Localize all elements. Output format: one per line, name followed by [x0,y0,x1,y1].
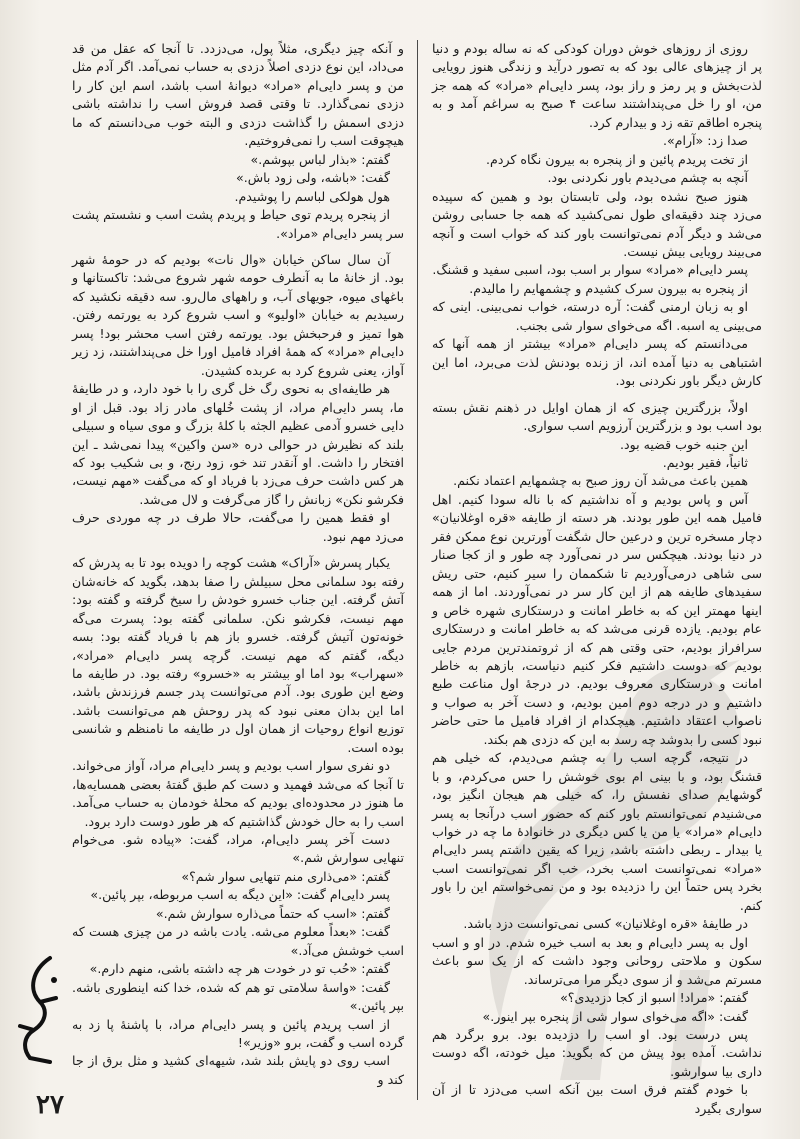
paragraph: گفتم: «مراد! اسبو از کجا دزدیدی؟» [560,990,748,1006]
kerman-logo [10,950,68,1070]
paragraph: در نتیجه، گرچه اسب را به چشم می‌دیدم، که خیلی هم قشنگ بود، و با بینی ام بوی خوشش را حس می‌کردم، و با گوشهایم صدای نفسش را، که خیلی هم هیجان انگیز بود، می‌شنیدم نمی‌توانستم باور کنم که حضور اسب درآنجا به پسر دایی‌ام «مراد» یا من یا کس دیگری در خانوادهٔ ما چه در خواب یا بیدار ـ ربطی داشته باشد، زیرا که یقین داشتم پسر دایی‌ام «مراد» نمی‌توانست اسب بخرد، خب اگر نمی‌توانست اسب بخرد پس حتماً این را دزدیده بود و من نمی‌خواستم این را باور کنم. [432,750,762,913]
paragraph: اسب روی دو پایش بلند شد، شیهه‌ای کشید و مثل برق از جا کند و [72,1053,404,1087]
paragraph: دست آخر پسر دایی‌ام، مراد، گفت: «پیاده شو. می‌خوام تنهایی سوارش شم.» [72,832,404,866]
paragraph: از تخت پریدم پائین و از پنجره به بیرون نگاه کردم. [486,151,748,167]
text-column-left [72,40,404,1089]
paragraph: صدا زد: «آرام». [662,133,748,149]
paragraph: از پنجره به بیرون سرک کشیدم و چشمهایم را مالیدم. [469,280,748,296]
paragraph: او به زبان ارمنی گفت: آره درسته، خواب نمی‌بینی. اینی که می‌بینی یه اسبه. اگه می‌خوای سوار شی بجنب. [432,299,762,333]
paragraph: گفتم: «حُب تو در خودت هر چه داشته باشی، منهم دارم.» [89,961,390,977]
text-column-right [432,40,762,1118]
paragraph: و آنکه چیز دیگری، مثلاً پول، می‌دزدد. تا آنجا که عقل من قد می‌داد، این نوع دزدی اصلاً دزدی به حساب نمی‌آمد. اگر آدم مثل من و پسر دایی‌ام «مراد» دیوانهٔ اسب باشد، اسم این کار را دزدی نمی‌گذارد. تا وقتی قصد فروش اسب را نداشته باشی دزدی اسمش را گذاشت دزدی و البته خوب می‌دانستم که ما هیچوقت اسب را نمی‌فروختیم. [72,41,404,149]
paragraph: گفت: «باشه، ولی زود باش.» [235,170,390,186]
paragraph: هنوز صبح نشده بود، ولی تابستان بود و همین که سپیده می‌زد چند دقیقه‌ای طول نمی‌کشید که همه جا حسابی روشن می‌شد و دیگر آدم نمی‌توانست باور کند که خواب است و آنچه می‌بیند رویایی بیش نیست. [432,188,762,259]
paragraph: گفتم: «می‌ذاری منم تنهایی سوار شم؟» [181,868,390,884]
paragraph: از اسب پریدم پائین و پسر دایی‌ام مراد، با پاشنهٔ پا زد به گرده اسب و گفت، برو «وزیر»! [72,1016,404,1051]
paragraph: گفتم: «اسب که حتماً می‌ذاره سوارش شم.» [155,905,390,921]
column-divider [417,40,418,1100]
paragraph: اولاً، بزرگترین چیزی که از همان اوایل در ذهنم نقش بسته بود اسب بود و بزرگترین آرزویم اسب سواری. [432,399,762,434]
paragraph: هر طایفه‌ای به نحوی رگ خل گری را با خود دارد، و در طایفهٔ ما، پسر دایی‌ام مراد، از پشت خُلهای مادر زاد بود. قبل از او دایی خسرو آدمی عظیم الجثه با کلهٔ بزرگ و موی سیاه و سبیلی بلند که نظیرش در حوالی دره «سن واکین» پیدا نمی‌شد ـ این افتخار را داشت. او آنقدر تند خو، زود رنج، و بی شکیب بود که هر کس داشت حرف می‌زد با فریاد او که می‌گفت «مهم نیست، فکرشو نکن» زبانش را گاز می‌گرفت و لال می‌شد. [72,381,404,507]
paragraph: همین باعث می‌شد آن روز صبح به چشمهایم اعتماد نکنم. [453,473,748,489]
paragraph: گفت: «اگه می‌خوای سوار شی از پنجره بپر اینور.» [482,1008,748,1024]
paragraph: ثانیاً، فقیر بودیم. [662,454,748,470]
paragraph: آس و پاس بودیم و آه نداشتیم که با ناله سودا کنیم. اهل فامیل همه این طور بودند. هر دسته از طایفه «قره اوغلانیان» دچار مسخره ترین و درعین حال شگفت آورترین نوع ممکن فقر در دنیا بودند. هیچکس سر در نمی‌آورد چه طور و از کجا صنار سی شاهی درمی‌آوردیم تا شکممان را سیر کنیم، حتی ریش سفیدهای طایفه هم از این کار سر در نمی‌آوردند. اما از همه اینها مهمتر این که به خاطر امانت و درستکاری شهره خاص و عام بودیم. یازده قرنی می‌شد که به خاطر امانت و درستکاری سرافراز بودیم، حتی وقتی هم که از ثروتمندترین مردم جایی بودیم که دوست داشتیم فکر کنیم دنیاست، بازهم به خاطر امانت و درستکاری معروف بودیم. در درجهٔ اول مناعت طبع داشتیم و در درجه دوم امین بودیم، و دست آخر به صواب و ناصواب اعتقاد داشتیم. هیچکدام از افراد فامیل ما حتی حاضر نبود کسی را بدوشد چه رسد به این که دزدی هم بکند. [432,491,762,747]
page-number: ۲۷ [36,1090,64,1120]
paragraph: آن سال ساکن خیابان «وال نات» بودیم که در حومهٔ شهر بود. از خانهٔ ما به آنطرف حومه شهر شروع می‌شد: تاکستانها و باغهای میوه، جویهای آب، و راههای مال‌رو. سه دقیقه نکشید که رسیدیم به خیابان «اولیو» و اسب شروع کرد به یورتمه رفتن. هوا تمیز و فرحبخش بود. یورتمه رفتن اسب محشر بود! پسر دایی‌ام «مراد» که همهٔ افراد فامیل اورا خل می‌پنداشتند، زد زیر آواز، یعنی شروع کرد به عربده کشیدن. [72,251,404,378]
paragraph: هول هولکی لباسم را پوشیدم. [234,188,390,204]
paragraph: روزی از روزهای خوش دوران کودکی که نه ساله بودم و دنیا پر از چیزهای عالی بود که به تصور درآید و زندگی هنوز رویایی لذت‌بخش و پر رمز و راز بود، پسر دایی‌ام «مراد» که همه جز من، او را خل می‌پنداشتند ساعت ۴ صبح به سراغم آمد و به پنجره اطاقم تقه زد و بیدارم کرد. [432,41,763,130]
paragraph: می‌دانستم که پسر دایی‌ام «مراد» بیشتر از همه آنها که اشتباهی به دنیا آمده اند، از زنده بودنش لذت می‌برد، اما این کارش دیگر باور نکردنی بود. [432,336,762,389]
paragraph: آنچه به چشم می‌دیدم باور نکردنی بود. [547,170,748,186]
paragraph: پس درست بود. او اسب را دزدیده بود. برو برگرد هم نداشت. آمده بود پیش من که بگوید: میل خودته، اگه دوست داری بیا سوارشو. [432,1027,762,1079]
paragraph: او فقط همین را می‌گفت، حالا طرف در چه موردی حرف می‌زد مهم نبود. [72,510,404,544]
paragraph: یکبار پسرش «آراک» هشت کوچه را دویده بود تا به پدرش که رفته بود سلمانی محل سبیلش را صفا بدهد، بگوید که خانه‌شان آتش گرفته. این جناب خسرو خودش را سیخ گرفته و گفته بود: مهم نیست، فکرشو نکن. سلمانی گفته بود: پسرت می‌گه خونه‌تون آتیش گرفته. خسرو باز هم با فریاد گفته بود: بسه دیگه، گفتم که مهم نیست. گرچه پسر دایی‌ام «مراد»، «سهراب» بود اما او بیشتر به «خسرو» رفته بود. در طایفه ما وضع این طوری بود. آدم می‌توانست پدر جسم فرزندش باشد، اما این بدان معنی نبود که پدر روحش هم می‌توانست باشد. توزیع انواع روحیات از همان اول در طایفه ما نامنظم و شانسی بوده است. [72,555,404,755]
paragraph: از پنجره پریدم توی حیاط و پریدم پشت اسب و نشستم پشت سر پسر دایی‌ام «مراد». [72,207,404,241]
paragraph: با خودم گفتم فرق است بین آنکه اسب می‌دزد تا از آن سواری بگیرد [432,1082,762,1116]
paragraph: در طایفهٔ «قره اوغلانیان» کسی نمی‌توانست دزد باشد. [463,916,748,932]
paragraph: گفت: «واسهٔ سلامتی تو هم که شده، خدا کنه اینطوری باشه. بپر پائین.» [72,979,404,1014]
paragraph: اول به پسر دایی‌ام و بعد به اسب خیره شدم. در او و اسب سکون و ملاحتی روحانی وجود داشت که از یک سو باعث مسرتم می‌شد و از سوی دیگر مرا می‌ترساند. [432,934,762,987]
paragraph: دو نفری سوار اسب بودیم و پسر دایی‌ام مراد، آواز می‌خواند. تا آنجا که می‌شد فهمید و دست کم طبق گفتهٔ بعضی همسایه‌ها، ما هنوز در محدوده‌ای بودیم که محلهٔ خودمان به حساب می‌آمد. اسب را به حال خودش گذاشتیم که هر طور دوست دارد برود. [72,758,404,829]
paragraph: پسر دایی‌ام «مراد» سوار بر اسب بود، اسبی سفید و قشنگ. [432,262,748,278]
paragraph: پسر دایی‌ام گفت: «این دیگه به اسب مربوطه، بپر پائین.» [90,887,390,903]
paragraph: این جنبه خوب قضیه بود. [619,436,748,452]
paragraph: گفت: «بعداً معلوم می‌شه. یادت باشه در من چیزی هست که اسب خوشش می‌آد.» [72,924,404,958]
paragraph: گفتم: «بذار لباس بپوشم.» [250,151,390,167]
